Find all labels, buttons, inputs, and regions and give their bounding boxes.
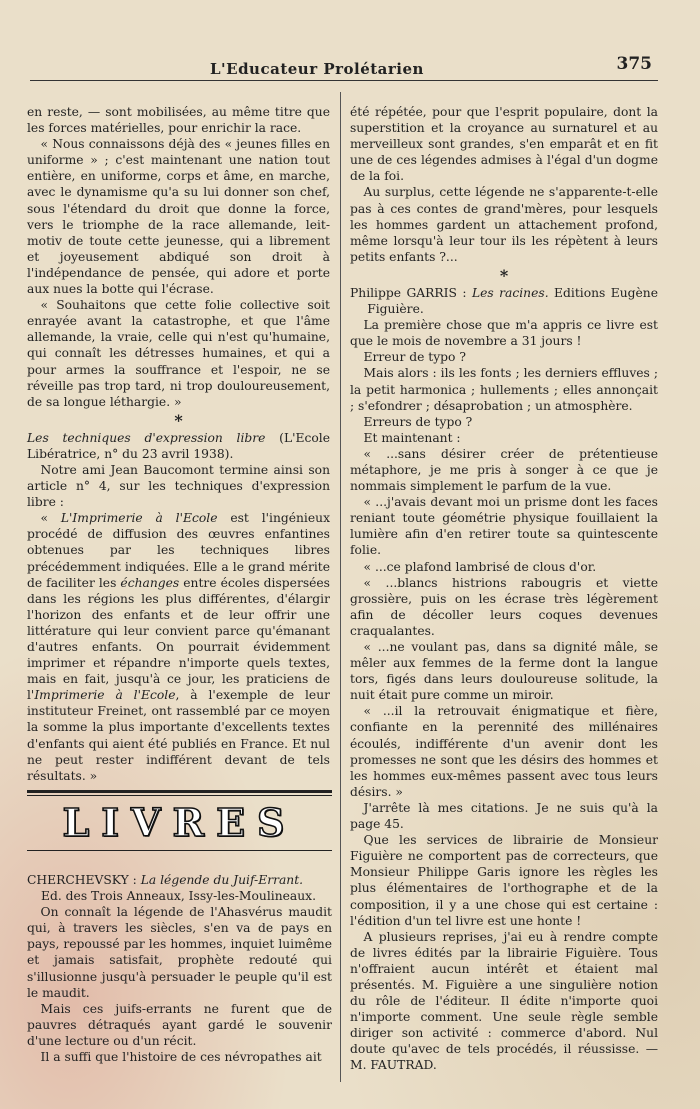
paragraph: A plusieurs reprises, j'ai eu à rendre compte de livres édités par la librairie Figuière. Tous n'offraient aucun intérêt et étaient mal présentés. M. Figuière a une singulière notion du rôle de l'éditeur. Il édite n'importe quoi n'importe comment. Une seule règle semble diriger son activité : commerce d'abord. Nul doute qu'avec de tels procédés, il réussisse. — M. FAUTRAD.	[350, 929, 658, 1073]
book-publisher: Ed. des Trois Anneaux, Issy-les-Moulineaux.	[41, 889, 316, 904]
quote-paragraph: « ...il la retrouvait énigmatique et fière, confiante en la perennité des millénaires écoulés, indifférente d'un avenir dont les promesses ne sont que les désirs des hommes et les hommes eux-mêmes passent avec tous leurs désirs. »	[350, 704, 658, 799]
paragraph: On connaît la légende de l'Ahasvérus maudit qui, à travers les siècles, s'en va de pays en pays, repoussé par les hommes, inquiet luimême et jamais satisfait, prophète redouté qui s'illusionne jusqu'à persuader le peuple qu'il est le maudit.	[27, 905, 332, 1000]
emphasis: L'Imprimerie à l'Ecole	[60, 511, 218, 526]
livres-column	[27, 872, 332, 1065]
rule	[27, 850, 332, 851]
quote-paragraph: « ...j'avais devant moi un prisme dont les faces reniant toute géométrie physique fouillaient la lumière afin d'en retirer toute sa quintescente folie.	[350, 495, 658, 558]
quote-paragraph: « ...ce plafond lambrisé de clous d'or.	[363, 559, 597, 574]
book-title: Les racines.	[471, 285, 549, 300]
book-author: Philippe GARRIS :	[350, 285, 472, 300]
paragraph: Mais alors : ils les fonts ; les derniers effluves ; la petit harmonica ; hullements ; elles annonçait ; s'efondrer ; désaprobation ; un atmosphère.	[350, 366, 658, 413]
book-entry	[350, 285, 658, 317]
paragraph: Au surplus, cette légende ne s'apparente-t-elle pas à ces contes de grand'mères, pour lesquels les hommes gardent un attachement profond, même lorsqu'à leur tour ils les répètent à leurs petits enfants ?...	[350, 185, 658, 264]
book-publisher: Editions Eugène Figuière.	[367, 285, 659, 317]
paragraph: été répétée, pour que l'esprit populaire, dont la superstition et la croyance au surnaturel et au merveilleux sont grandes, s'en emparât et en fit une de ces légendes admises à l'égal d'un dogme de la foi.	[350, 105, 658, 184]
text-run: «	[40, 511, 61, 526]
column-divider	[340, 92, 341, 1082]
page-header	[30, 54, 658, 81]
text-run: est l'ingénieux procédé de diffusion des œuvres enfantines obtenues par les techniques libres précédemment indiquées. Elle a le grand mérite de faciliter les	[27, 511, 330, 590]
quote-paragraph: « ...ne voulant pas, dans sa dignité mâle, se mêler aux femmes de la ferme dont la langue tors, figés dans leurs douloureuse solitude, la nuit était pure comme un miroir.	[350, 640, 658, 703]
paragraph: « Nous connaissons déjà des « jeunes filles en uniforme » ; c'est maintenant une nation tout entière, en uniforme, corps et âme, en marche, avec le dynamisme qu'a su lui donner son chef, sous l'étendard du droit que donne la force, vers le triomphe de la race allemande, leit-motiv de toute cette jeunesse, qui a librement et joyeusement abdiqué son droit à l'indépendance de pensée, qui adore et porte aux nues la botte qui l'écrase.	[27, 137, 330, 297]
book-author: CHERCHEVSKY :	[27, 873, 141, 887]
left-column	[27, 104, 330, 784]
quote-paragraph	[27, 510, 330, 784]
paragraph: en reste, — sont mobilisées, au même titre que les forces matérielles, pour enrichir la race.	[27, 105, 330, 136]
paragraph: J'arrête là mes citations. Je ne suis qu'à la page 45.	[350, 800, 658, 832]
section-separator: *	[499, 265, 509, 285]
text-run: entre écoles dispersées dans les régions les plus différentes, d'élargir l'horizon des enfants et de leur offrir une littérature qui leur convient parce qu'émanant d'autres enfants. On pourrait évidemment imprimer et répandre n'importe quels textes, mais en fait, jusqu'à ce jour, les praticiens de l'	[27, 575, 330, 703]
emphasis: Imprimerie à l'Ecole	[34, 688, 176, 703]
rule	[27, 790, 332, 793]
book-title: La légende du Juif-Errant.	[140, 873, 304, 887]
section-separator: *	[174, 410, 183, 430]
paragraph: « Souhaitons que cette folie collective soit enrayée avant la catastrophe, et que l'âme allemande, la vraie, celle qui n'est qu'humaine, qui connaît les détresses humaines, et qui a pour armes la souffrance et l'espoir, ne se réveille pas trop tard, ni trop douloureusement, de sa longue léthargie. »	[27, 298, 330, 409]
paragraph: La première chose que m'a appris ce livre est que le mois de novembre a 31 jours !	[350, 318, 658, 349]
right-column	[350, 104, 658, 1074]
paragraph: Que les services de librairie de Monsieur Figuière ne comportent pas de correcteurs, que Monsieur Philippe Garis ignore les règles les plus élémentaires de l'orthographe et de la composition, il y a une chose qui est certaine : l'édition d'un tel livre est une honte !	[350, 833, 658, 928]
livres-section-header	[27, 790, 332, 851]
paragraph: Mais ces juifs-errants ne furent que de pauvres détraqués ayant gardé le souvenir d'une lecture ou d'un récit.	[27, 1001, 332, 1048]
journal-title: L'Educateur Prolétarien	[210, 60, 424, 78]
source-citation	[27, 430, 330, 462]
quote-paragraph: « ...blancs histrions rabougris et viette grossière, puis on les écrase très légèrement afin de décoller leurs coques devenues craqualantes.	[350, 575, 658, 638]
page-number: 375	[616, 54, 652, 74]
source-details: (L'Ecole Libératrice, n° du 23 avril 1938).	[27, 430, 330, 461]
source-title: Les techniques d'expression libre	[27, 430, 266, 445]
text-run: , à l'exemple de leur instituteur Freinet, ont rassemblé par ce moyen la somme la plus importante d'excellents textes d'enfants qui aient été publiés en France. Et nul ne peut rester indifférent devant de tels résultats. »	[27, 688, 330, 783]
paragraph: Notre ami Jean Baucomont termine ainsi son article n° 4, sur les techniques d'expression libre :	[27, 462, 330, 510]
paragraph: Erreur de typo ?	[363, 350, 466, 365]
paragraph: Il a suffi que l'histoire de ces névropathes ait	[40, 1050, 322, 1065]
emphasis: échanges	[120, 575, 180, 590]
book-entry	[27, 872, 332, 888]
paragraph: Et maintenant :	[363, 430, 461, 445]
paragraph: Erreurs de typo ?	[363, 414, 473, 429]
section-title: LIVRES	[62, 800, 297, 845]
quote-paragraph: « ...sans désirer créer de prétentieuse métaphore, je me pris à songer à ce que je nommais simplement le parfum de la vue.	[350, 446, 658, 494]
